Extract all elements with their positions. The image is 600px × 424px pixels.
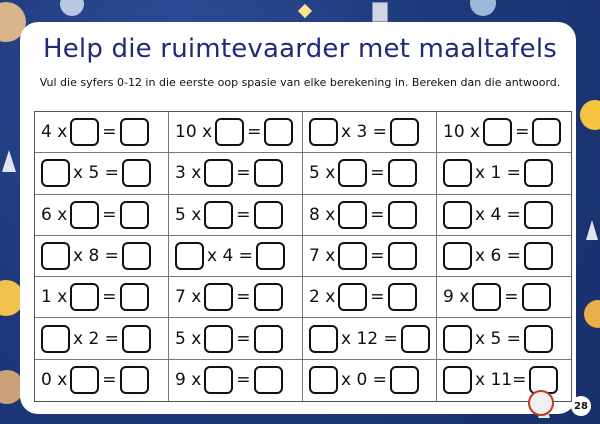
answer-box[interactable]	[120, 366, 149, 394]
answer-box[interactable]	[390, 118, 419, 146]
problem-text: 3 x	[175, 163, 202, 184]
answer-box[interactable]	[388, 283, 417, 311]
problem-text: x 6 =	[475, 245, 521, 266]
problem-text: x 4 =	[207, 245, 253, 266]
answer-box[interactable]	[204, 201, 233, 229]
page-number: 28	[571, 396, 591, 416]
problem-text: 1 x	[41, 287, 68, 308]
problem-text: x 5 =	[73, 163, 119, 184]
problem-cell	[437, 236, 571, 277]
problem-text: =	[236, 370, 251, 391]
problem-text: x 3 =	[341, 122, 387, 143]
problem-cell	[303, 360, 437, 401]
answer-box[interactable]	[70, 283, 99, 311]
answer-box[interactable]	[122, 325, 151, 353]
problem-text: 9 x	[175, 370, 202, 391]
answer-box[interactable]	[524, 201, 553, 229]
answer-box[interactable]	[309, 366, 338, 394]
problem-cell	[437, 277, 571, 318]
problem-text: =	[102, 204, 117, 225]
problem-text: x 4 =	[475, 204, 521, 225]
problem-cell	[303, 195, 437, 236]
problem-text: =	[370, 245, 385, 266]
answer-box[interactable]	[338, 159, 367, 187]
problem-cell	[169, 277, 303, 318]
answer-box[interactable]	[70, 118, 99, 146]
instruction-text: Vul die syfers 0-12 in die eerste oop spasie van elke berekening in. Bereken dan die antwoord.	[39, 76, 561, 89]
problem-text: 9 x	[443, 287, 470, 308]
rocket-icon	[2, 150, 16, 172]
answer-box[interactable]	[254, 201, 283, 229]
answer-box[interactable]	[256, 242, 285, 270]
answer-box[interactable]	[254, 325, 283, 353]
problem-text: 5 x	[175, 204, 202, 225]
problem-text: =	[515, 122, 530, 143]
problem-text: =	[102, 122, 117, 143]
answer-box[interactable]	[532, 118, 561, 146]
problem-cell	[35, 277, 169, 318]
problem-text: 2 x	[309, 287, 336, 308]
problem-text: =	[102, 287, 117, 308]
problem-text: x 12 =	[341, 328, 398, 349]
answer-box[interactable]	[522, 283, 551, 311]
answer-box[interactable]	[388, 242, 417, 270]
problem-cell	[35, 153, 169, 194]
rocket-icon	[586, 220, 598, 240]
answer-box[interactable]	[388, 201, 417, 229]
multiplication-table	[34, 111, 572, 402]
problem-cell	[35, 195, 169, 236]
answer-box[interactable]	[443, 201, 472, 229]
astronaut-icon	[528, 390, 554, 416]
problem-cell	[437, 153, 571, 194]
problem-text: 10 x	[175, 122, 213, 143]
answer-box[interactable]	[122, 242, 151, 270]
answer-box[interactable]	[254, 159, 283, 187]
answer-box[interactable]	[524, 159, 553, 187]
problem-cell	[437, 318, 571, 359]
answer-box[interactable]	[120, 118, 149, 146]
answer-box[interactable]	[443, 242, 472, 270]
answer-box[interactable]	[338, 201, 367, 229]
problem-text: =	[504, 287, 519, 308]
answer-box[interactable]	[483, 118, 512, 146]
problem-cell	[169, 360, 303, 401]
problem-text: =	[236, 163, 251, 184]
answer-box[interactable]	[175, 242, 204, 270]
answer-box[interactable]	[204, 283, 233, 311]
problem-text: x 1 =	[475, 163, 521, 184]
problem-cell	[303, 153, 437, 194]
problem-text: =	[370, 287, 385, 308]
answer-box[interactable]	[204, 366, 233, 394]
answer-box[interactable]	[204, 325, 233, 353]
problem-text: =	[102, 370, 117, 391]
answer-box[interactable]	[524, 242, 553, 270]
answer-box[interactable]	[122, 159, 151, 187]
problem-cell	[303, 236, 437, 277]
problem-cell	[303, 277, 437, 318]
answer-box[interactable]	[41, 242, 70, 270]
answer-box[interactable]	[120, 283, 149, 311]
problem-cell	[35, 236, 169, 277]
answer-box[interactable]	[254, 283, 283, 311]
problem-text: 5 x	[175, 328, 202, 349]
problem-text: 8 x	[309, 204, 336, 225]
problem-cell	[303, 112, 437, 153]
problem-cell	[169, 236, 303, 277]
problem-cell	[169, 195, 303, 236]
problem-text: =	[370, 204, 385, 225]
problem-text: =	[236, 328, 251, 349]
problem-text: =	[370, 163, 385, 184]
problem-cell	[35, 360, 169, 401]
problem-cell	[437, 195, 571, 236]
answer-box[interactable]	[390, 366, 419, 394]
answer-box[interactable]	[120, 201, 149, 229]
problem-cell	[169, 153, 303, 194]
answer-box[interactable]	[309, 118, 338, 146]
answer-box[interactable]	[41, 159, 70, 187]
answer-box[interactable]	[338, 242, 367, 270]
problem-text: x 2 =	[73, 328, 119, 349]
problem-text: =	[236, 204, 251, 225]
problem-text: x 11=	[475, 370, 527, 391]
answer-box[interactable]	[254, 366, 283, 394]
problem-text: x 0 =	[341, 370, 387, 391]
problem-cell	[35, 112, 169, 153]
answer-box[interactable]	[472, 283, 501, 311]
problem-text: 7 x	[309, 245, 336, 266]
answer-box[interactable]	[401, 325, 430, 353]
problem-text: x 8 =	[73, 245, 119, 266]
problem-cell	[169, 112, 303, 153]
problem-text: 6 x	[41, 204, 68, 225]
answer-box[interactable]	[41, 325, 70, 353]
answer-box[interactable]	[215, 118, 244, 146]
answer-box[interactable]	[204, 159, 233, 187]
answer-box[interactable]	[524, 325, 553, 353]
answer-box[interactable]	[443, 366, 472, 394]
answer-box[interactable]	[70, 201, 99, 229]
problem-text: 4 x	[41, 122, 68, 143]
answer-box[interactable]	[70, 366, 99, 394]
satellite-icon	[372, 2, 388, 22]
answer-box[interactable]	[309, 325, 338, 353]
problem-text: 7 x	[175, 287, 202, 308]
problem-text: 5 x	[309, 163, 336, 184]
page-title: Help die ruimtevaarder met maaltafels	[42, 34, 558, 64]
problem-cell	[303, 318, 437, 359]
problem-cell	[169, 318, 303, 359]
problem-text: 10 x	[443, 122, 481, 143]
answer-box[interactable]	[338, 283, 367, 311]
problem-text: =	[236, 287, 251, 308]
problem-text: =	[247, 122, 262, 143]
problem-text: x 5 =	[475, 328, 521, 349]
answer-box[interactable]	[443, 325, 472, 353]
problem-text: 0 x	[41, 370, 68, 391]
answer-box[interactable]	[264, 118, 293, 146]
answer-box[interactable]	[443, 159, 472, 187]
problem-cell	[35, 318, 169, 359]
answer-box[interactable]	[388, 159, 417, 187]
problem-cell	[437, 112, 571, 153]
